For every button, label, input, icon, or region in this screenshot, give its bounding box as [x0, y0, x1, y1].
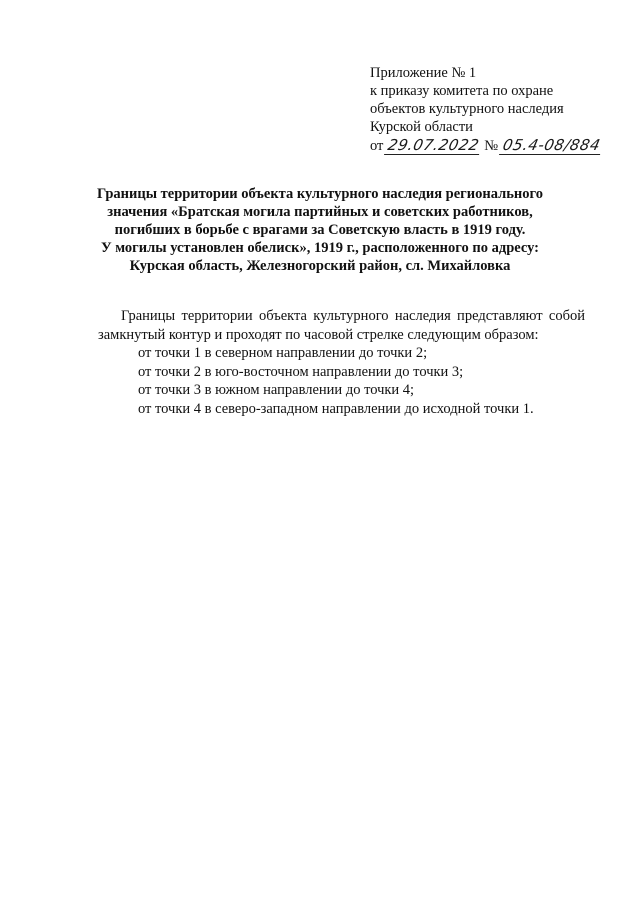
appendix-committee: объектов культурного наследия: [370, 101, 564, 117]
appendix-title: Приложение № 1: [370, 65, 477, 81]
handwritten-date: 29.07.2022: [384, 136, 483, 155]
boundary-item: от точки 3 в южном направлении до точки 4;: [138, 382, 415, 398]
number-prefix: №: [484, 138, 499, 154]
title-line: погибших в борьбе с врагами за Советскую власть в 1919 году.: [114, 222, 526, 238]
intro-paragraph: Границы территории объекта культурного наследия представляют собой замкнутый контур и проходят по часовой стрелке следующим образом:: [98, 308, 585, 343]
document-body: [98, 307, 585, 418]
appendix-block: [370, 64, 620, 155]
boundary-item: от точки 1 в северном направлении до точки 2;: [138, 345, 428, 361]
appendix-region: Курской области: [370, 119, 473, 135]
boundary-item: от точки 4 в северо-западном направлении до исходной точки 1.: [138, 400, 534, 417]
date-prefix: от: [370, 138, 384, 154]
title-line: Границы территории объекта культурного наследия регионального: [97, 186, 543, 202]
document-title: [60, 185, 580, 275]
title-line: У могилы установлен обелиск», 1919 г., расположенного по адресу:: [100, 240, 540, 256]
handwritten-number: 05.4-08/884: [499, 136, 604, 155]
title-line: Курская область, Железногорский район, сл. Михайловка: [129, 258, 511, 274]
boundary-item: от точки 2 в юго-восточном направлении до точки 3;: [138, 363, 464, 380]
appendix-order-ref: к приказу комитета по охране: [370, 83, 554, 99]
appendix-date-number: [370, 136, 620, 155]
title-line: значения «Братская могила партийных и советских работников,: [107, 204, 533, 220]
